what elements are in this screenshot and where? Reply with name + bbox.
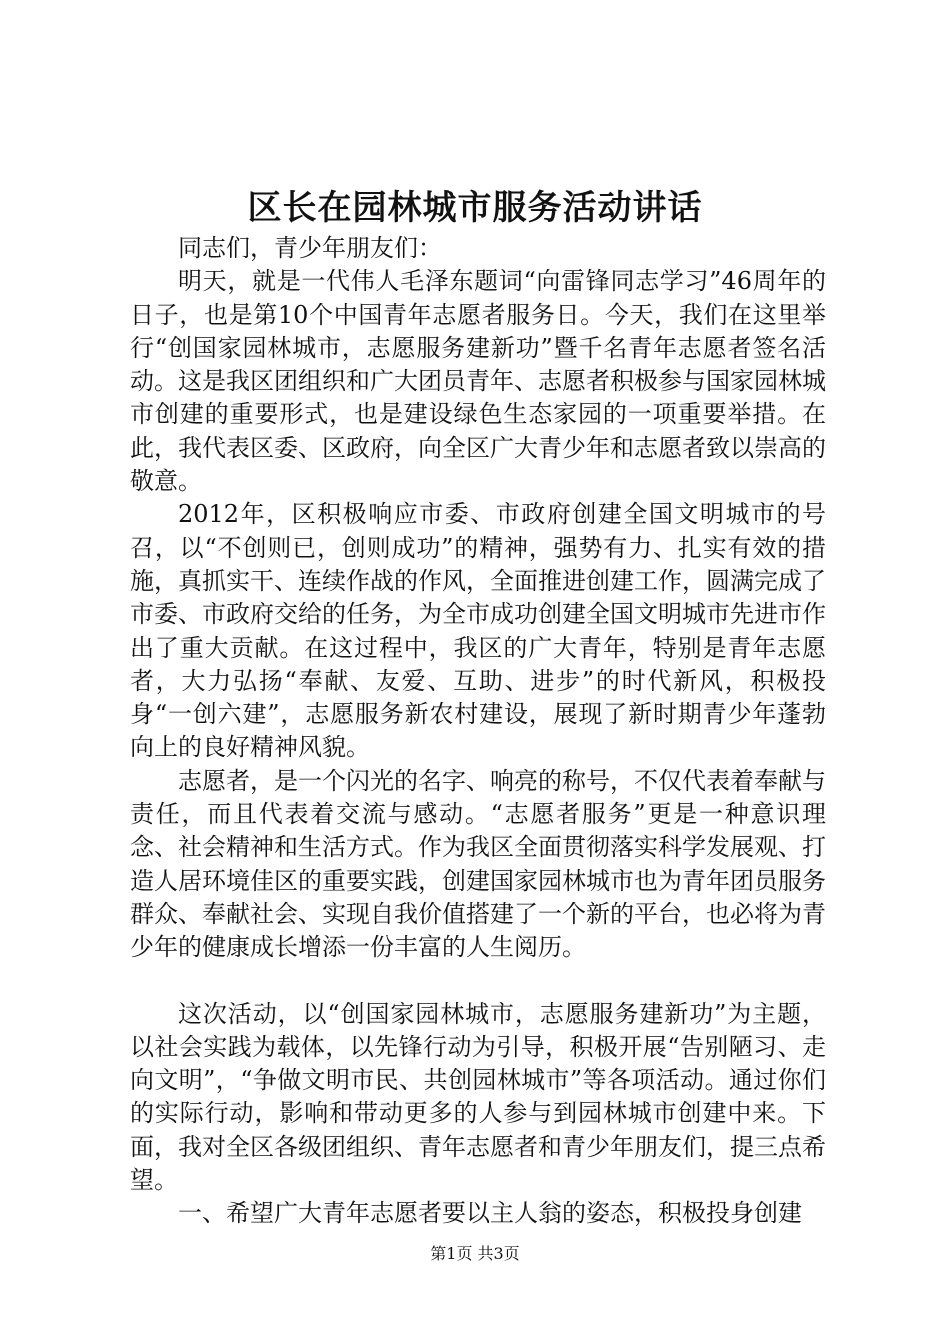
document-body <box>130 232 826 1231</box>
body-paragraph-1: 明天，就是一代伟人毛泽东题词“向雷锋同志学习”46周年的日子，也是第10个中国青年志愿者服务日。今天，我们在这里举行“创国家园林城市，志愿服务建新功”暨千名青年志愿者签名活动。这是我区团组织和广大团员青年、志愿者积极参与国家园林城市创建的重要形式，也是建设绿色生态家园的一项重要举措。在此，我代表区委、区政府，向全区广大青少年和志愿者致以崇高的敬意。 <box>130 267 826 496</box>
page-number-footer: 第1页 共3页 <box>430 1244 520 1263</box>
body-paragraph-2: 2012年，区积极响应市委、市政府创建全国文明城市的号召，以“不创则已，创则成功”的精神，强势有力、扎实有效的措施，真抓实干、连续作战的作风，全面推进创建工作，圆满完成了市委、市政府交给的任务，为全市成功创建全国文明城市先进市作出了重大贡献。在这过程中，我区的广大青年，特别是青年志愿者，大力弘扬“奉献、友爱、互助、进步”的时代新风，积极投身“一创六建”，志愿服务新农村建设，展现了新时期青少年蓬勃向上的良好精神风貌。 <box>130 500 826 762</box>
salutation-paragraph: 同志们，青少年朋友们： <box>178 234 442 262</box>
body-paragraph-4: 这次活动，以“创国家园林城市，志愿服务建新功”为主题，以社会实践为载体，以先锋行动为引导，积极开展“告别陋习、走向文明”，“争做文明市民、共创园林城市”等各项活动。通过你们的实际行动，影响和带动更多的人参与到园林城市创建中来。下面，我对全区各级团组织、青年志愿者和青少年朋友们，提三点希望。 <box>130 999 826 1195</box>
body-paragraph-5: 一、希望广大青年志愿者要以主人翁的姿态，积极投身创建 <box>178 1199 802 1228</box>
document-title: 区长在园林城市服务活动讲话 <box>247 188 703 228</box>
body-paragraph-3: 志愿者，是一个闪光的名字、响亮的称号，不仅代表着奉献与责任，而且代表着交流与感动。“志愿者服务”更是一种意识理念、社会精神和生活方式。作为我区全面贯彻落实科学发展观、打造人居环境佳区的重要实践，创建国家园林城市也为青年团员服务群众、奉献社会、实现自我价值搭建了一个新的平台，也必将为青少年的健康成长增添一份丰富的人生阅历。 <box>130 766 826 962</box>
